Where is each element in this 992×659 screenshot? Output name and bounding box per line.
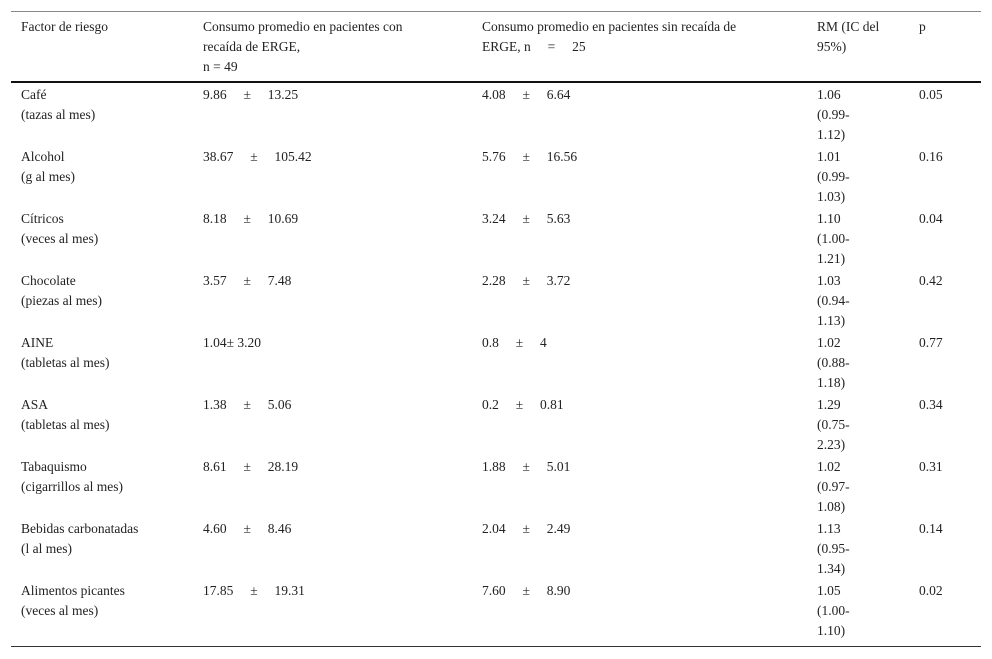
row-con-value: 8.18 ± 10.69 <box>203 211 299 226</box>
row-factor-unit: (g al mes) <box>21 169 75 184</box>
table-top-rule <box>11 11 981 12</box>
row-con-value: 17.85 ± 19.31 <box>203 583 305 598</box>
row-rm-ci-high: 1.03) <box>817 189 846 204</box>
row-rm-value: 1.03 <box>817 273 841 288</box>
row-sin-value: 2.28 ± 3.72 <box>482 273 571 288</box>
row-con-cell <box>203 395 291 415</box>
row-rm-ci-high: 1.08) <box>817 499 846 514</box>
row-factor-unit: (tazas al mes) <box>21 107 96 122</box>
row-con-value: 8.61 ± 28.19 <box>203 459 299 474</box>
row-rm-ci-low: (0.99- <box>817 107 850 122</box>
row-rm-ci-high: 1.12) <box>817 127 846 142</box>
row-sin-value: 2.04 ± 2.49 <box>482 521 571 536</box>
row-factor-unit: (l al mes) <box>21 541 72 556</box>
row-con-value: 38.67 ± 105.42 <box>203 149 312 164</box>
row-rm-cell <box>817 271 850 331</box>
row-con-cell <box>203 519 291 539</box>
row-sin-value: 4.08 ± 6.64 <box>482 87 571 102</box>
header-sin-line-1: Consumo promedio en pacientes sin recaída de <box>482 19 737 34</box>
row-rm-cell <box>817 333 850 393</box>
row-sin-value: 0.8 ± 4 <box>482 335 547 350</box>
header-con-line-2: recaída de ERGE, <box>203 39 301 54</box>
row-rm-ci-low: (0.99- <box>817 169 850 184</box>
row-p-value: 0.05 <box>919 87 943 102</box>
row-con-value: 1.04± 3.20 <box>203 335 262 350</box>
row-rm-ci-high: 2.23) <box>817 437 846 452</box>
row-sin-value: 0.2 ± 0.81 <box>482 397 564 412</box>
row-con-value: 9.86 ± 13.25 <box>203 87 299 102</box>
row-factor-cell <box>21 85 95 125</box>
row-rm-value: 1.06 <box>817 87 841 102</box>
row-p-cell <box>919 209 943 229</box>
row-rm-value: 1.02 <box>817 335 841 350</box>
row-factor-cell <box>21 271 102 311</box>
row-sin-cell <box>482 147 577 167</box>
row-p-cell <box>919 581 943 601</box>
row-p-cell <box>919 147 943 167</box>
header-sin-line-2: ERGE, n = 25 <box>482 39 586 54</box>
row-con-cell <box>203 581 305 601</box>
row-factor-cell <box>21 395 109 435</box>
row-con-cell <box>203 457 298 477</box>
header-sin-recaida <box>482 17 736 57</box>
row-factor-unit: (veces al mes) <box>21 231 99 246</box>
row-factor-unit: (veces al mes) <box>21 603 99 618</box>
header-factor <box>21 17 108 37</box>
row-p-value: 0.14 <box>919 521 943 536</box>
row-factor-unit: (tabletas al mes) <box>21 417 110 432</box>
row-sin-cell <box>482 519 570 539</box>
row-p-cell <box>919 519 943 539</box>
row-factor-name: AINE <box>21 335 54 350</box>
row-factor-cell <box>21 147 75 187</box>
row-factor-unit: (tabletas al mes) <box>21 355 110 370</box>
row-con-value: 1.38 ± 5.06 <box>203 397 292 412</box>
header-rule <box>11 81 981 83</box>
row-p-value: 0.77 <box>919 335 943 350</box>
row-rm-ci-low: (0.97- <box>817 479 850 494</box>
row-rm-ci-high: 1.10) <box>817 623 846 638</box>
header-con-recaida <box>203 17 402 77</box>
row-p-cell <box>919 457 943 477</box>
row-con-cell <box>203 333 261 353</box>
row-p-value: 0.04 <box>919 211 943 226</box>
row-con-cell <box>203 209 298 229</box>
row-rm-cell <box>817 209 850 269</box>
row-p-cell <box>919 333 943 353</box>
row-factor-cell <box>21 209 98 249</box>
row-rm-cell <box>817 85 850 145</box>
row-rm-value: 1.01 <box>817 149 841 164</box>
row-sin-cell <box>482 271 570 291</box>
row-sin-cell <box>482 333 547 353</box>
row-sin-value: 1.88 ± 5.01 <box>482 459 571 474</box>
row-factor-name: Alimentos picantes <box>21 583 125 598</box>
row-rm-cell <box>817 581 850 641</box>
row-p-value: 0.16 <box>919 149 943 164</box>
header-rm <box>817 17 879 57</box>
row-sin-cell <box>482 581 570 601</box>
header-rm-line-2: 95%) <box>817 39 847 54</box>
row-p-value: 0.34 <box>919 397 943 412</box>
row-rm-cell <box>817 395 850 455</box>
header-factor-text: Factor de riesgo <box>21 19 108 34</box>
row-factor-name: Tabaquismo <box>21 459 87 474</box>
row-sin-value: 7.60 ± 8.90 <box>482 583 571 598</box>
row-factor-cell <box>21 333 109 373</box>
row-rm-value: 1.29 <box>817 397 841 412</box>
row-p-value: 0.02 <box>919 583 943 598</box>
row-factor-unit: (cigarrillos al mes) <box>21 479 123 494</box>
row-rm-value: 1.10 <box>817 211 841 226</box>
row-rm-cell <box>817 457 850 517</box>
row-factor-name: Cítricos <box>21 211 64 226</box>
row-factor-cell <box>21 581 125 621</box>
table-bottom-rule <box>11 646 981 647</box>
row-sin-cell <box>482 457 570 477</box>
row-factor-name: Bebidas carbonatadas <box>21 521 139 536</box>
header-p <box>919 17 926 37</box>
row-rm-ci-high: 1.34) <box>817 561 846 576</box>
row-p-cell <box>919 85 943 105</box>
row-con-cell <box>203 271 291 291</box>
row-factor-name: Chocolate <box>21 273 76 288</box>
row-sin-cell <box>482 395 564 415</box>
row-factor-name: Café <box>21 87 47 102</box>
row-rm-ci-low: (0.95- <box>817 541 850 556</box>
row-rm-value: 1.02 <box>817 459 841 474</box>
row-p-value: 0.42 <box>919 273 943 288</box>
row-rm-ci-low: (0.94- <box>817 293 850 308</box>
row-rm-cell <box>817 147 850 207</box>
row-rm-ci-low: (1.00- <box>817 603 850 618</box>
row-rm-value: 1.13 <box>817 521 841 536</box>
row-con-cell <box>203 147 312 167</box>
row-factor-cell <box>21 519 138 559</box>
row-rm-ci-low: (0.88- <box>817 355 850 370</box>
row-sin-cell <box>482 85 570 105</box>
row-con-value: 4.60 ± 8.46 <box>203 521 292 536</box>
row-p-cell <box>919 395 943 415</box>
row-rm-ci-low: (0.75- <box>817 417 850 432</box>
row-factor-name: Alcohol <box>21 149 65 164</box>
row-p-cell <box>919 271 943 291</box>
row-sin-value: 5.76 ± 16.56 <box>482 149 578 164</box>
header-con-line-3: n = 49 <box>203 59 238 74</box>
header-p-text: p <box>919 19 926 34</box>
row-rm-value: 1.05 <box>817 583 841 598</box>
row-con-value: 3.57 ± 7.48 <box>203 273 292 288</box>
row-sin-cell <box>482 209 570 229</box>
header-con-line-1: Consumo promedio en pacientes con <box>203 19 403 34</box>
row-rm-ci-low: (1.00- <box>817 231 850 246</box>
row-factor-unit: (piezas al mes) <box>21 293 102 308</box>
row-rm-cell <box>817 519 850 579</box>
row-factor-name: ASA <box>21 397 49 412</box>
row-factor-cell <box>21 457 123 497</box>
header-rm-line-1: RM (IC del <box>817 19 880 34</box>
row-sin-value: 3.24 ± 5.63 <box>482 211 571 226</box>
row-con-cell <box>203 85 298 105</box>
row-rm-ci-high: 1.21) <box>817 251 846 266</box>
row-p-value: 0.31 <box>919 459 943 474</box>
row-rm-ci-high: 1.13) <box>817 313 846 328</box>
row-rm-ci-high: 1.18) <box>817 375 846 390</box>
